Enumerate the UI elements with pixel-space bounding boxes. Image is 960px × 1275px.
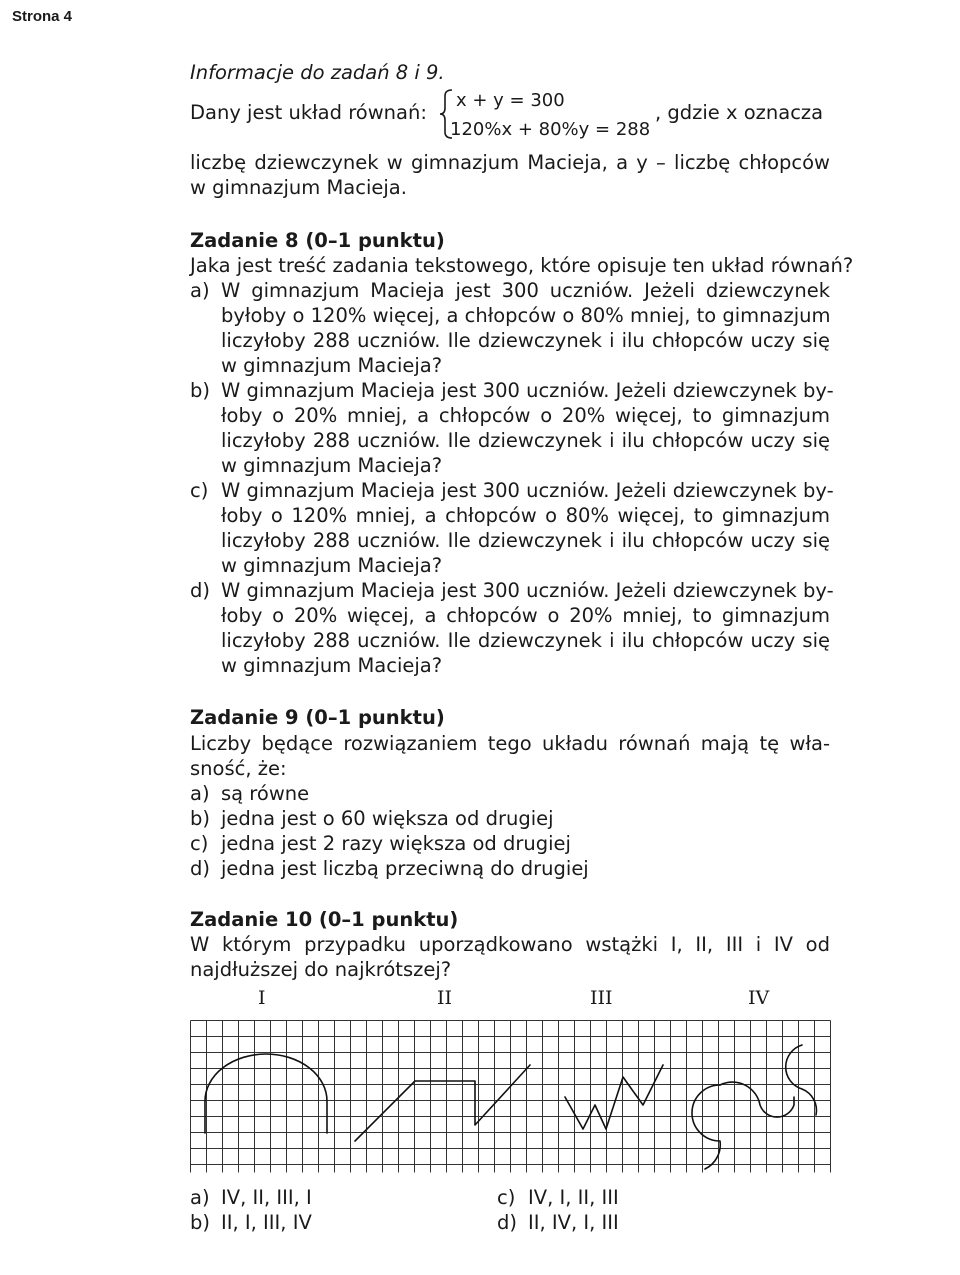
option-text: IV, I, II, III [528, 1186, 619, 1209]
info-heading: Informacje do zadań 8 i 9. [190, 61, 445, 84]
option-label: d) [190, 857, 210, 880]
option-line: W gimnazjum Macieja jest 300 uczniów. Jeżeli dziewczynek [221, 279, 830, 302]
option-text: II, IV, I, III [528, 1211, 619, 1234]
equation-2: 120%x + 80%y = 288 [450, 119, 651, 140]
option-text: IV, II, III, I [221, 1186, 312, 1209]
option-label: a) [190, 279, 210, 302]
ribbon-label-i: I [258, 987, 266, 1009]
option-line: w gimnazjum Macieja? [221, 354, 443, 377]
option-label: c) [497, 1186, 516, 1209]
option-line: liczyłoby 288 uczniów. Ile dziewczynek i ilu chłopców uczy się [221, 529, 830, 552]
option-line: W gimnazjum Macieja jest 300 uczniów. Jeżeli dziewczynek by- [221, 579, 834, 602]
task8-title: Zadanie 8 (0–1 punktu) [190, 229, 445, 252]
ribbon-label-iii: III [590, 987, 613, 1009]
ribbon-label-iv: IV [748, 987, 770, 1009]
task9-title: Zadanie 9 (0–1 punktu) [190, 706, 445, 729]
option-line: W gimnazjum Macieja jest 300 uczniów. Jeżeli dziewczynek by- [221, 479, 834, 502]
task10-title: Zadanie 10 (0–1 punktu) [190, 908, 459, 931]
option-line: łoby o 20% więcej, a chłopców o 20% mniej, to gimnazjum [221, 604, 830, 627]
option-label: d) [497, 1211, 517, 1234]
task8-question: Jaka jest treść zadania tekstowego, które opisuje ten układ równań? [190, 254, 854, 277]
option-label: c) [190, 479, 209, 502]
ribbon-iii [565, 1065, 663, 1129]
ribbon-iv [692, 1085, 720, 1169]
system-intro: Dany jest układ równań: [190, 101, 427, 124]
ribbons-grid-figure [190, 1020, 831, 1173]
option-line: liczyłoby 288 uczniów. Ile dziewczynek i ilu chłopców uczy się [221, 429, 830, 452]
task9-question-line: Liczby będące rozwiązaniem tego układu równań mają tę wła- [190, 732, 830, 755]
option-line: łoby o 20% mniej, a chłopców o 20% więcej, to gimnazjum [221, 404, 830, 427]
option-label: c) [190, 832, 209, 855]
ribbon-i [205, 1054, 327, 1133]
ribbon-iv-top [786, 1045, 817, 1115]
option-line: w gimnazjum Macieja? [221, 654, 443, 677]
option-label: d) [190, 579, 210, 602]
option-label: b) [190, 807, 210, 830]
system-after: , gdzie x oznacza [655, 101, 824, 124]
option-line: liczyłoby 288 uczniów. Ile dziewczynek i ilu chłopców uczy się [221, 629, 830, 652]
option-line: w gimnazjum Macieja? [221, 454, 443, 477]
option-text: jedna jest liczbą przeciwną do drugiej [221, 857, 589, 880]
option-label: b) [190, 379, 210, 402]
task9-question-line: sność, że: [190, 757, 287, 780]
option-text: są równe [221, 782, 310, 805]
task10-question-line: najdłuższej do najkrótszej? [190, 958, 452, 981]
option-line: w gimnazjum Macieja? [221, 554, 443, 577]
option-line: byłoby o 120% więcej, a chłopców o 80% mniej, to gimnazjum [221, 304, 831, 327]
option-text: II, I, III, IV [221, 1211, 312, 1234]
ribbon-label-ii: II [437, 987, 453, 1009]
option-line: W gimnazjum Macieja jest 300 uczniów. Jeżeli dziewczynek by- [221, 379, 834, 402]
ribbon-ii [355, 1065, 530, 1141]
system-line-2: liczbę dziewczynek w gimnazjum Macieja, a y – liczbę chłopców [190, 151, 830, 174]
equation-1: x + y = 300 [456, 90, 565, 111]
grid-lines [191, 1021, 831, 1173]
option-line: liczyłoby 288 uczniów. Ile dziewczynek i ilu chłopców uczy się [221, 329, 830, 352]
option-label: a) [190, 782, 210, 805]
page-number: Strona 4 [12, 8, 73, 25]
option-text: jedna jest 2 razy większa od drugiej [221, 832, 571, 855]
system-line-3: w gimnazjum Macieja. [190, 176, 407, 199]
option-label: a) [190, 1186, 210, 1209]
task10-question-line: W którym przypadku uporządkowano wstążki I, II, III i IV od [190, 933, 830, 956]
option-line: łoby o 120% mniej, a chłopców o 80% więcej, to gimnazjum [221, 504, 830, 527]
option-text: jedna jest o 60 większa od drugiej [221, 807, 554, 830]
option-label: b) [190, 1211, 210, 1234]
